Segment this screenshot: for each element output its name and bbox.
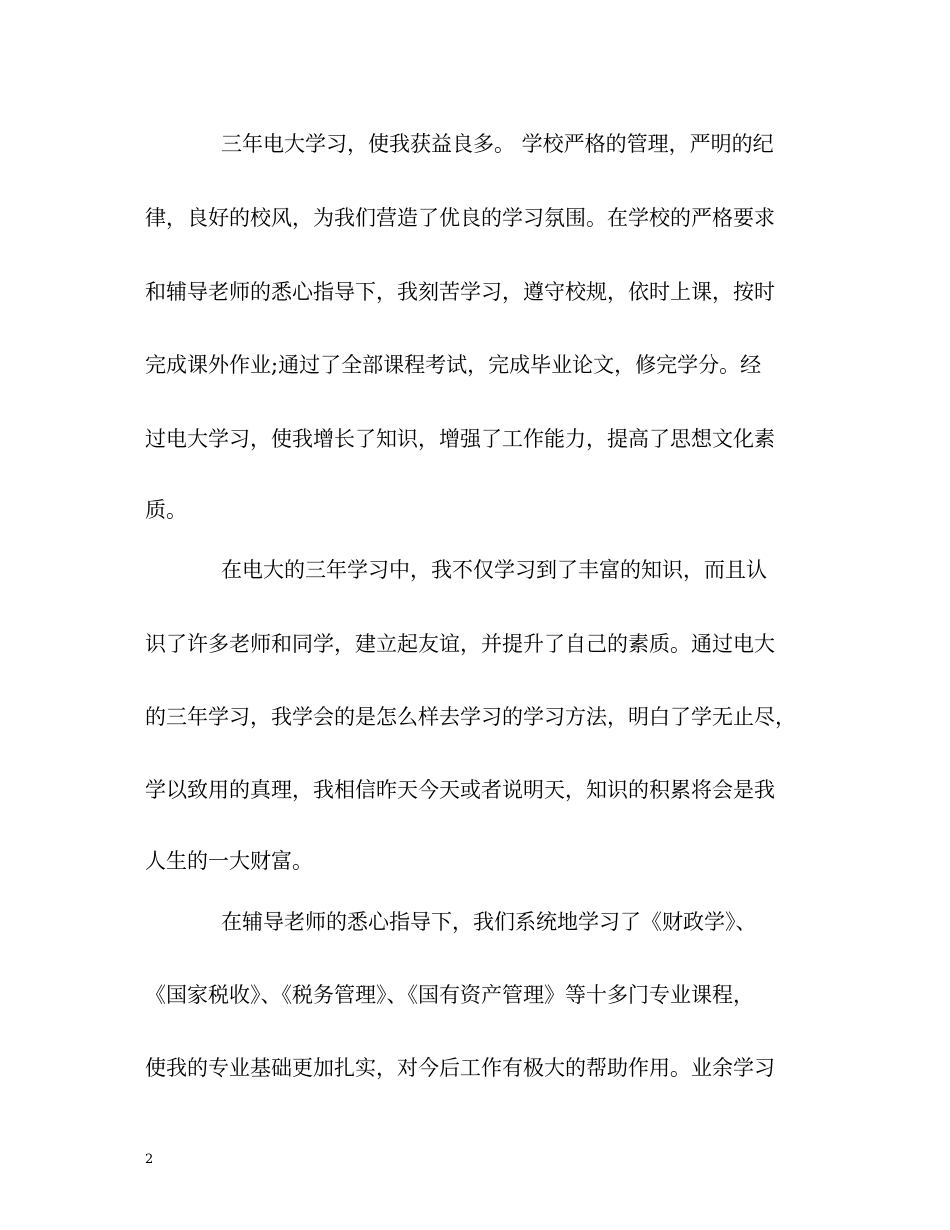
text-line: 识了许多老师和同学，建立起友谊，并提升了自己的素质。通过电大 — [145, 632, 775, 656]
text-line: 三年电大学习，使我获益良多。 学校严格的管理，严明的纪 — [221, 132, 774, 156]
text-line: 人生的一大财富。 — [145, 849, 313, 873]
page-number: 2 — [145, 1152, 154, 1167]
text-line: 在辅导老师的悉心指导下，我们系统地学习了《财政学》、 — [221, 910, 757, 934]
text-line: 的三年学习，我学会的是怎么样去学习的学习方法，明白了学无止尽， — [145, 705, 796, 729]
text-line: 使我的专业基础更加扎实，对今后工作有极大的帮助作用。业余学习 — [145, 1056, 775, 1080]
text-line: 过电大学习，使我增长了知识，增强了工作能力，提高了思想文化素 — [145, 427, 775, 451]
text-line: 《国家税收》、《税务管理》、《国有资产管理》等十多门专业课程， — [145, 983, 754, 1007]
text-line: 律，良好的校风，为我们营造了优良的学习氛围。在学校的严格要求 — [145, 206, 775, 230]
text-line: 完成课外作业;通过了全部课程考试，完成毕业论文，修完学分。经 — [145, 353, 762, 377]
text-line: 和辅导老师的悉心指导下，我刻苦学习，遵守校规，依时上课，按时 — [145, 280, 775, 304]
text-line: 质。 — [145, 498, 187, 522]
text-line: 在电大的三年学习中，我不仅学习到了丰富的知识，而且认 — [221, 558, 767, 582]
text-line: 学以致用的真理，我相信昨天今天或者说明天，知识的积累将会是我 — [145, 778, 775, 802]
